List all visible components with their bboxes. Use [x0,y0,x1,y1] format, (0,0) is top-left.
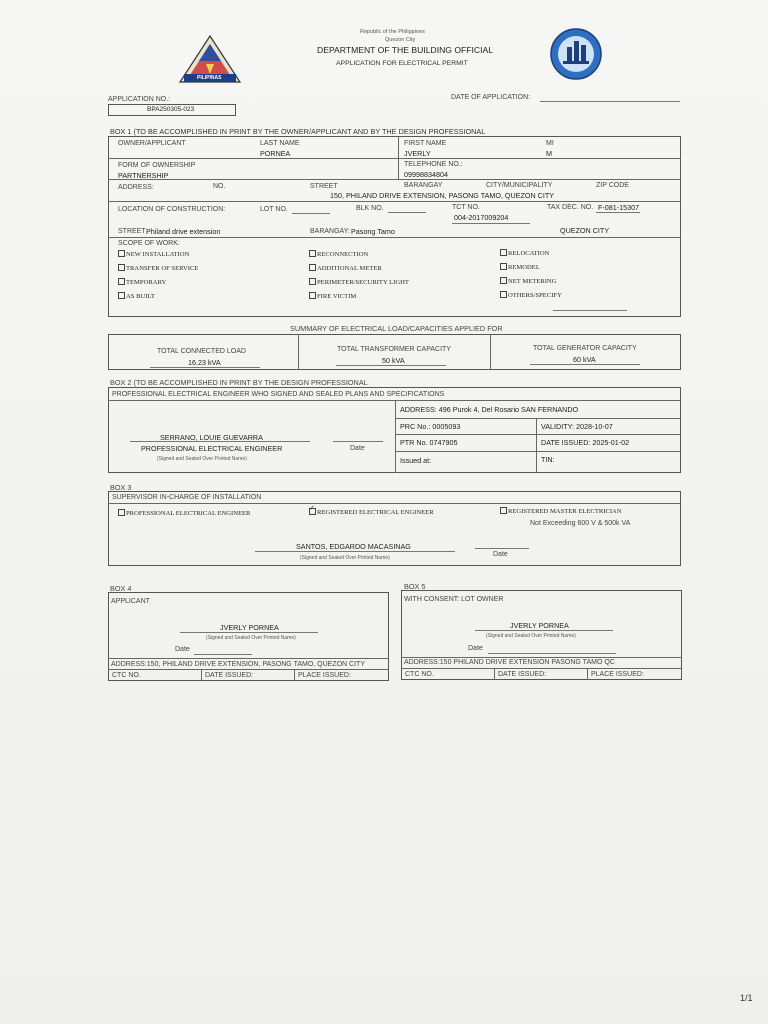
bagong-pilipinas-seal-icon [178,34,242,86]
lot-owner-ctc-no: CTC NO. [405,671,434,678]
scope-option-label: RECONNECTION [317,251,369,258]
box2-subheading: PROFESSIONAL ELECTRICAL ENGINEER WHO SIGNED AND SEALED PLANS AND SPECIFICATIONS [112,391,445,398]
scope-option[interactable] [309,250,368,259]
scope-option-label: ADDITIONAL METER [317,265,382,272]
total-connected-load-value: 16.23 kVA [188,358,221,367]
lot-no-label: LOT NO. [260,206,288,213]
box3-note: Not Exceeding 600 V & 500k VA [530,520,631,527]
prc-no: PRC No.: 0005093 [400,422,461,431]
scope-option[interactable] [309,292,356,301]
street-label: STREET [310,183,338,190]
location-label: LOCATION OF CONSTRUCTION: [118,206,226,213]
applicant-date-issued: DATE ISSUED: [205,672,254,679]
date-of-application-line [540,101,680,102]
date-issued: DATE ISSUED: 2025-01-02 [541,438,630,447]
scope-option-label: PERIMETER/SECURITY LIGHT [317,279,409,286]
blk-no-label: BLK NO. [356,205,384,212]
design-engineer-name: SERRANO, LOUIE GUEVARRA [160,433,263,442]
scope-option[interactable] [309,278,409,287]
city-text: Quezon City [385,37,416,43]
scope-option[interactable] [500,277,556,286]
scope-option[interactable] [309,264,382,273]
scope-option[interactable] [118,264,198,273]
total-transformer-capacity-value: 50 kVA [382,356,405,365]
supervisor-option-label: PROFESSIONAL ELECTRICAL ENGINEER [126,510,251,517]
scope-option-label: FIRE VICTIM [317,293,357,300]
lot-owner-date-label: Date [468,645,483,652]
scope-option-label: TRANSFER OF SERVICE [126,265,199,272]
scope-option-label: NET METERING [508,278,557,285]
location-barangay-value: Pasong Tamo [351,227,395,236]
department-title: DEPARTMENT OF THE BUILDING OFFICIAL [317,45,494,55]
design-engineer-title: PROFESSIONAL ELECTRICAL ENGINEER [141,444,283,453]
telephone-label: TELEPHONE NO.: [404,161,463,168]
total-generator-capacity-label: TOTAL GENERATOR CAPACITY [533,345,637,352]
tct-no-value: 004-2017009204 [454,213,509,222]
checkbox-icon[interactable] [500,263,507,270]
checkbox-icon[interactable] [118,292,125,299]
supervisor-option[interactable] [118,509,250,518]
scope-option[interactable] [118,250,189,259]
checkbox-icon[interactable] [118,278,125,285]
application-no-value: BPA250305-023 [147,106,195,113]
telephone-value: 09998834804 [404,170,448,179]
scope-option-label: TEMPORARY [126,279,167,286]
first-name-value: JVERLY [404,149,431,158]
total-generator-capacity-value: 60 kVA [573,355,596,364]
total-transformer-capacity-label: TOTAL TRANSFORMER CAPACITY [337,346,451,353]
date-of-application-label: DATE OF APPLICATION: [451,94,531,101]
box5-heading: BOX 5 [404,582,426,591]
lot-owner-place-issued: PLACE ISSUED: [591,671,644,678]
tct-no-label: TCT NO. [452,204,480,211]
checkbox-icon[interactable] [309,250,316,257]
checkbox-icon[interactable] [309,508,316,515]
city-municipality-label: CITY/MUNICIPALITY [486,182,553,189]
checkbox-icon[interactable] [500,507,507,514]
checkbox-icon[interactable] [500,277,507,284]
owner-applicant-label: OWNER/APPLICANT [118,140,186,147]
ownership-value: PARTNERSHIP [118,171,169,180]
design-engineer-date-label: Date [350,445,365,452]
issued-at: Issued at: [400,456,432,465]
supervisor-name: SANTOS, EDGARDO MACASINAG [296,542,411,551]
tax-dec-value: F-081-15307 [598,203,640,212]
checkbox-icon[interactable] [309,292,316,299]
box5-subheading: WITH CONSENT: LOT OWNER [404,596,504,603]
supervisor-option[interactable] [500,507,622,516]
page-indicator: 1/1 [740,993,753,1003]
box4-heading: BOX 4 [110,584,132,593]
quezon-city-seal-icon [549,27,603,81]
supervisor-option-label: REGISTERED ELECTRICAL ENGINEER [317,509,434,516]
design-engineer-sig-note: (Signed and Sealed Over Printed Name) [157,456,247,462]
applicant-address: ADDRESS:150, PHILAND DRIVE EXTENSION, PASONG TAMO, QUEZON CITY [111,661,365,668]
address-label: ADDRESS: [118,184,154,191]
location-street-value: Philand drive extension [146,227,221,236]
scope-option[interactable] [500,249,549,258]
scope-option-label: AS BUILT [126,293,155,300]
republic-text: Republic of the Philippines [360,29,425,35]
supervisor-option[interactable] [309,508,434,517]
scope-of-work-label: SCOPE OF WORK: [118,240,180,247]
supervisor-option-label: REGISTERED MASTER ELECTRICIAN [508,508,622,515]
address-value: 150, PHILAND DRIVE EXTENSION, PASONG TAMO, QUEZON CITY [330,191,555,200]
scope-option[interactable] [500,291,562,300]
location-city-value: QUEZON CITY [560,226,610,235]
scope-option[interactable] [118,292,155,301]
design-engineer-address: ADDRESS: 496 Purok 4, Del Rosario SAN FERNANDO [400,405,579,414]
ptr-no: PTR No. 0747905 [400,438,458,447]
address-no-label: NO. [213,183,226,190]
scope-option[interactable] [118,278,166,287]
lot-owner-date-issued: DATE ISSUED: [498,671,547,678]
tax-dec-label: TAX DEC. NO. [547,204,594,211]
applicant-sig-note: (Signed and Sealed Over Printed Name) [206,635,296,641]
checkbox-icon[interactable] [309,264,316,271]
applicant-place-issued: PLACE ISSUED: [298,672,351,679]
last-name-label: LAST NAME [260,140,300,147]
ownership-label: FORM OF OWNERSHIP [118,162,196,169]
checkbox-icon[interactable] [118,250,125,257]
last-name-value: PORNEA [260,149,291,158]
mi-label: MI [546,140,554,147]
scope-option-label: REMODEL [508,264,540,271]
box3-heading: BOX 3 [110,483,132,492]
applicant-name: JVERLY PORNEA [220,623,279,632]
lot-owner-name: JVERLY PORNEA [510,621,569,630]
lot-owner-address: ADDRESS:150 PHILAND DRIVE EXTENSION PASONG TAMO QC [404,659,615,666]
checkbox-icon[interactable] [118,264,125,271]
box3-subheading: SUPERVISOR IN-CHARGE OF INSTALLATION [112,494,262,501]
application-no-field [108,104,236,116]
mi-value: M [546,149,552,158]
checkbox-icon[interactable] [309,278,316,285]
checkbox-icon[interactable] [500,291,507,298]
scope-option-label: NEW INSTALLATION [126,251,190,258]
scope-option-label: OTHERS/SPECIFY [508,292,562,299]
location-barangay-label: BARANGAY: [310,228,350,235]
zip-code-label: ZIP CODE [596,182,629,189]
supervisor-date-label: Date [493,551,508,558]
scope-option[interactable] [500,263,540,272]
barangay-label: BARANGAY [404,182,443,189]
box1-heading: BOX 1 (TO BE ACCOMPLISHED IN PRINT BY THE OWNER/APPLICANT AND BY THE DESIGN PROFESSIONAL [110,127,486,136]
supervisor-sig-note: (Signed and Sealed Over Printed Name) [300,555,390,561]
form-title: APPLICATION FOR ELECTRICAL PERMIT [336,60,468,67]
checkbox-icon[interactable] [500,249,507,256]
lot-owner-sig-note: (Signed and Sealed Over Printed Name) [486,633,576,639]
validity: VALIDITY: 2028-10-07 [541,422,613,431]
seal-caption: PILIPINAS [197,75,222,81]
location-street-label: STREET [118,228,146,235]
applicant-ctc-no: CTC NO. [112,672,141,679]
box2-heading: BOX 2 (TO BE ACCOMPLISHED IN PRINT BY THE DESIGN PROFESSIONAL [110,378,368,387]
applicant-date-label: Date [175,646,190,653]
first-name-label: FIRST NAME [404,140,447,147]
summary-heading: SUMMARY OF ELECTRICAL LOAD/CAPACITIES APPLIED FOR [290,324,503,333]
total-connected-load-label: TOTAL CONNECTED LOAD [157,348,246,355]
box4-subheading: APPLICANT [111,598,150,605]
scope-option-label: RELOCATION [508,250,550,257]
checkbox-icon[interactable] [118,509,125,516]
tin: TIN: [541,455,555,464]
application-no-label: APPLICATION NO.: [108,96,171,103]
